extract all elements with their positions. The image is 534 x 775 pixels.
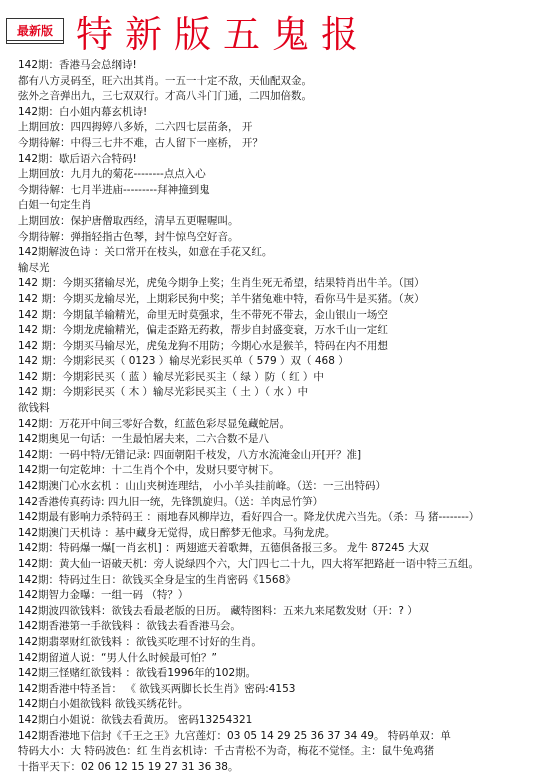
document-body (18, 58, 530, 775)
text-line: 142期：歇后语六合特码! (18, 152, 137, 165)
text-line: 今期待解：弹指轻指古色琴，封牛惊鸟空好音。 (18, 230, 239, 243)
text-line: 十指平天下：02 06 12 15 19 27 31 36 38。 (18, 760, 239, 773)
text-line: 142期白小姐说：欲钱去看黄历。 密码13254321 (18, 713, 253, 726)
text-line: 142期白小姐欲钱料 欲钱买绣花针。 (18, 698, 189, 711)
text-line: 142期奥见一句话：一生最怕屠夫来，二六合数不是八 (18, 433, 270, 446)
text-line: 142期：特码爆一爆[一肖玄机] ：两翅遮天着歌舞，五德俱备报三多。 龙牛 87245 大双 (18, 542, 429, 555)
page-title: 特新版五鬼报 (76, 13, 370, 56)
text-line: 142期：黄大仙一语破天机：旁人说绿四个六，大门四七二十九，四大将军把路赶一语中特三五组。 (18, 558, 480, 570)
text-line: 142期：特码过生日：欲钱买全身是宝的生肖密码《1568》 (18, 573, 296, 586)
text-line: 142 期：今期买龙输尽光，上期彩民狗中奖；羊牛猪兔难中特，看你马牛是买猪。（灰） (18, 292, 425, 305)
badge-underline (6, 40, 64, 41)
text-line: 输尽光 (18, 261, 50, 274)
text-line: 今期待解：中得三七井不难，古人留下一座桥， 开？ (18, 136, 263, 149)
text-line: 142期：香港马会总纲诗! (18, 59, 137, 71)
text-line: 欲钱料 (18, 402, 50, 415)
text-line: 142 期：今期买猪输尽光，虎兔今期争上奖；生肖生死无希望，结果特肖出牛羊。（国） (18, 277, 425, 290)
text-line: 142期三怪赌红欲钱料 ：欲钱看1996年的102期。 (18, 667, 257, 680)
text-line: 特码大小：大 特码波色：红 生肖玄机诗：千古青松不为奇，梅花不觉怪。主：鼠牛兔鸡猪 (18, 745, 435, 758)
text-line: 142期最有影响力杀特码王 ：雨地春风柳岸边，看好四合一。降龙伏虎六当先。（杀：马 猪--------） (18, 511, 480, 524)
text-line: 上期回放：保护唐僧取西经，清早五更喔喔叫。 (18, 214, 239, 227)
text-line: 142期澳门心水玄机 ：山山夹树连理结， 小小羊头挂前峰。（送：一三出特码） (18, 480, 386, 493)
text-line: 142期：一码中特/无错记录: 四面朝阳千枝发，八方水流淹金山开[开？准] (18, 448, 362, 461)
text-line: 上期回放：九月九的菊花--------点点入心 (18, 168, 206, 181)
badge-label: 最新版 (16, 24, 53, 38)
text-line: 142期香港地下信封《千王之王》九宫莲灯：03 05 14 29 25 36 37 34 49。 特码单双：单 (18, 729, 451, 742)
text-line: 142期智力金曝：一组一码 （特？） (18, 589, 189, 602)
page-header (0, 0, 534, 58)
text-line: 弦外之音弹出九，三七双双行。才高八斗门门通，二四加倍数。 (18, 90, 312, 103)
text-line: 142期香港第一手欲钱料 ：欲钱去看香港马会。 (18, 620, 241, 633)
text-line: 142 期：今期彩民买（ 蓝 ）输尽光彩民买主（ 绿 ）防（ 红 ）中 (18, 370, 324, 383)
text-line: 上期回放：四四拇婷八多娇，二六四七层苗条， 开 (18, 121, 253, 134)
text-line: 142 期：今期鼠羊输精光，命里无时莫强求，生不带死不带去，金山银山一场空 (18, 308, 388, 321)
text-line: 142期翡翠财红欲钱料 ：欲钱买吃理不讨好的生肖。 (18, 635, 262, 648)
text-line: 142期解波色诗 ：关口常开在枝头，如意在手花又红。 (18, 246, 273, 259)
text-line: 白姐一句定生肖 (18, 199, 92, 212)
text-line: 今期待解：七月半进庙---------拜神撞到鬼 (18, 183, 210, 196)
text-line: 142期：白小姐内幕玄机诗! (18, 105, 148, 118)
text-line: 142 期：今期龙虎输精光，偏走歪路无药救，帮步自封盛变衰，万水千山一定红 (18, 324, 388, 337)
text-line: 142期：万花开中间三零好合数，红蓝色彩尽显兔藏蛇居。 (18, 417, 291, 430)
text-line: 都有八方灵码至，旺六出其肖。一五一十定不敌，天仙配双金。 (18, 74, 312, 87)
text-line: 142期留道人说：“男人什么时候最可怕？” (18, 651, 217, 664)
text-line: 142期一句定乾坤：十二生肖个个中，发财只要守树下。 (18, 464, 280, 477)
text-line: 142期波四欲钱料：欲钱去看最老版的日历。 藏特图料：五来九来尾数发财（开：? ） (18, 604, 418, 617)
text-line: 142 期：今期彩民买（ 木 ）输尽光彩民买主（ 土 ）（ 水 ）中 (18, 386, 309, 399)
text-line: 142期香港中特圣旨： 《 欲钱买两脚长长生肖》密码:4153 (18, 682, 296, 695)
text-line: 142香港传真药诗: 四九旧一统，先锋凯旋归。（送：羊肉忌竹笋） (18, 495, 324, 508)
text-line: 142 期：今期彩民买（ 0123 ）输尽光彩民买单（ 579 ）双（ 468 ） (18, 355, 349, 368)
text-line: 142 期：今期买马输尽光，虎兔龙狗不用防；今期心水是猴羊，特码在内不用想 (18, 339, 388, 352)
text-line: 142期澳门天机诗 ：基中藏身无觉得，成日醉梦无他求。马狗龙虎。 (18, 526, 336, 539)
